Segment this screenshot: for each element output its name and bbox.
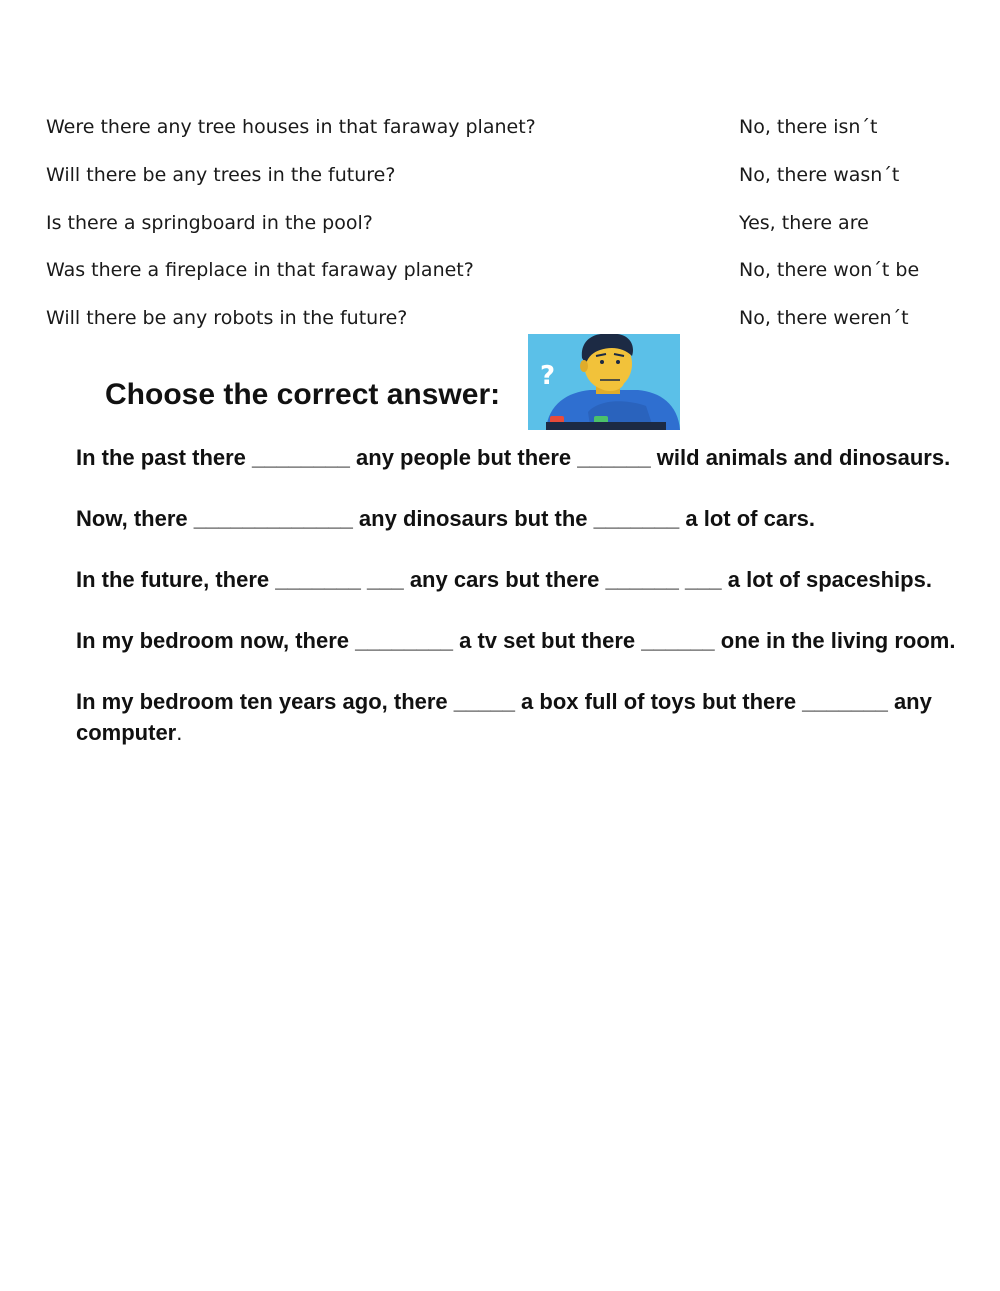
sentence-text: In my bedroom ten years ago, there _____ a box full of toys but there _______ any computer [76,689,932,745]
match-answer: No, there isn´t [739,116,878,138]
sentence-list [76,442,976,778]
match-answer: No, there wasn´t [739,164,900,186]
thinking-man-icon [528,334,680,430]
match-answer: Yes, there are [739,212,869,234]
match-question: Is there a springboard in the pool? [46,212,373,234]
match-row [0,259,1000,289]
match-question: Will there be any robots in the future? [46,307,408,329]
match-row [0,212,1000,242]
sentence-item: In the past there ________ any people but there ______ wild animals and dinosaurs. [76,445,951,470]
match-answer: No, there won´t be [739,259,920,281]
match-row [0,307,1000,337]
sentence-end-punctuation: . [176,720,183,745]
exercise-heading: Choose the correct answer: [105,378,501,411]
match-answer: No, there weren´t [739,307,909,329]
match-row [0,164,1000,194]
sentence-item [76,686,976,748]
sentence-item: In my bedroom now, there ________ a tv set but there ______ one in the living room. [76,628,956,653]
svg-text:?: ? [540,361,556,391]
sentence-item: Now, there _____________ any dinosaurs but the _______ a lot of cars. [76,506,815,531]
match-question: Was there a fireplace in that faraway planet? [46,259,474,281]
match-question: Were there any tree houses in that faraway planet? [46,116,536,138]
sentence-item: In the future, there _______ ___ any cars but there ______ ___ a lot of spaceships. [76,567,932,592]
match-question: Will there be any trees in the future? [46,164,396,186]
match-row [0,116,1000,146]
